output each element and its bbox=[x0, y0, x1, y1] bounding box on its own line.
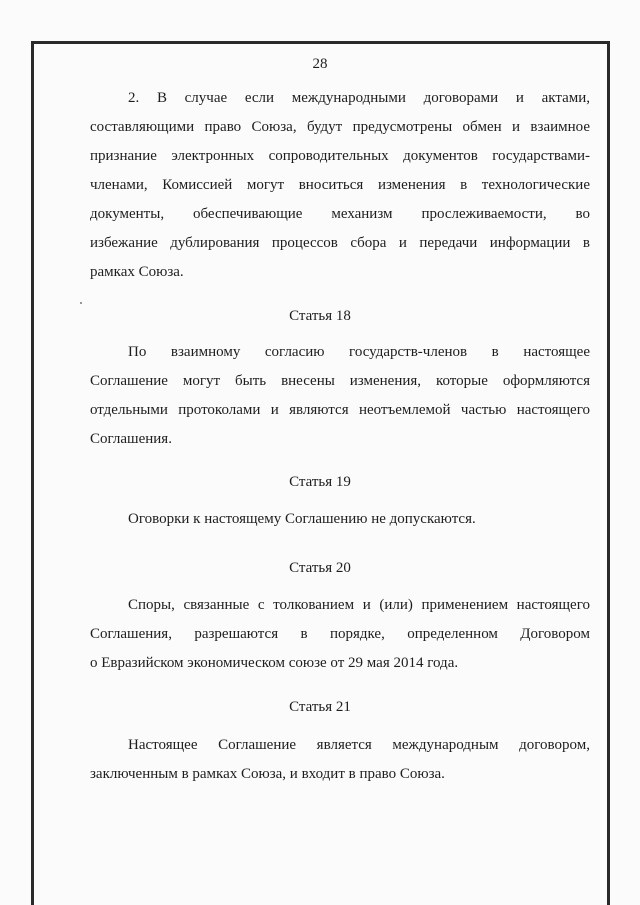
paragraph-line: членами, Комиссией могут вноситься изменения в технологические bbox=[90, 177, 590, 193]
page-number: 28 bbox=[312, 56, 328, 72]
article-19-line: Оговорки к настоящему Соглашению не допускаются. bbox=[128, 511, 476, 527]
article-20-text bbox=[90, 591, 590, 678]
article-20-line: о Евразийском экономическом союзе от 29 мая 2014 года. bbox=[90, 655, 459, 671]
article-18-line: По взаимному согласию государств-членов в настоящее bbox=[128, 344, 590, 360]
scan-speck bbox=[80, 302, 82, 304]
paragraph-line: избежание дублирования процессов сбора и передачи информации в bbox=[90, 235, 590, 251]
article-18-line: Соглашения. bbox=[90, 431, 172, 447]
article-18-text bbox=[90, 338, 590, 454]
article-21-line: Настоящее Соглашение является международным договором, bbox=[128, 737, 590, 753]
paragraph-line: признание электронных сопроводительных документов государствами- bbox=[90, 148, 590, 164]
article-18-heading: Статья 18 bbox=[289, 308, 351, 324]
article-19-text bbox=[90, 505, 590, 534]
paragraph-line: документы, обеспечивающие механизм прослеживаемости, во bbox=[90, 206, 590, 222]
paragraph-2 bbox=[90, 84, 590, 287]
paragraph-line: рамках Союза. bbox=[90, 264, 184, 280]
article-18-line: отдельными протоколами и являются неотъемлемой частью настоящего bbox=[90, 402, 590, 418]
article-19-heading: Статья 19 bbox=[289, 474, 351, 490]
article-20-heading: Статья 20 bbox=[289, 560, 351, 576]
article-20-line: Споры, связанные с толкованием и (или) применением настоящего bbox=[128, 597, 590, 613]
page-frame-top-border bbox=[31, 41, 610, 44]
article-21-text bbox=[90, 731, 590, 789]
paragraph-line: 2. В случае если международными договорами и актами, bbox=[128, 90, 590, 106]
article-18-line: Соглашение могут быть внесены изменения, которые оформляются bbox=[90, 373, 590, 389]
article-20-line: Соглашения, разрешаются в порядке, определенном Договором bbox=[90, 626, 590, 642]
article-21-heading: Статья 21 bbox=[289, 699, 351, 715]
article-21-line: заключенным в рамках Союза, и входит в право Союза. bbox=[90, 766, 445, 782]
paragraph-line: составляющими право Союза, будут предусмотрены обмен и взаимное bbox=[90, 119, 590, 135]
